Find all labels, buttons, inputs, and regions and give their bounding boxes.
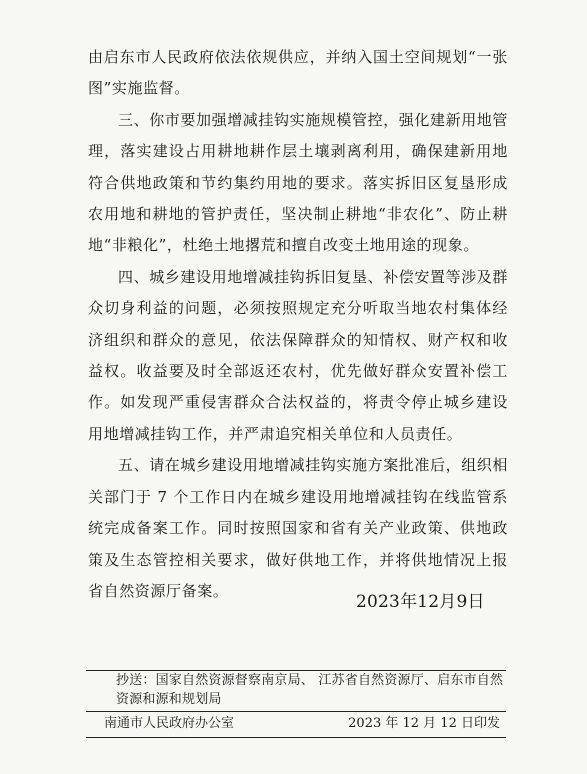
footer: [104, 713, 500, 735]
footer-issuer: 南通市人民政府办公室: [104, 716, 235, 731]
footer-print-date: 2023 年 12 月 12 日印发: [348, 716, 500, 731]
footer-top-rule: [86, 711, 506, 712]
copy-to-recipients: 国家自然资源督察南京局、 江苏省自然资源厅、启东市自然资源和源和规划局: [116, 673, 504, 707]
paragraph-3: 三、你市要加强增减挂钩实施规模管控，强化建新用地管理，落实建设占用耕地耕作层土壤剥离利用，确保建新用地符合供地政策和节约集约用地的要求。落实拆旧区复垦形成农用地和耕地的管护责任，坚决制止耕地“非农化”、防止耕地“非粮化”，杜绝土地撂荒和擅自改变土地用途的现象。: [88, 110, 509, 255]
document-body: [88, 42, 508, 607]
copy-to-block: [88, 671, 508, 709]
paragraph-4: 四、城乡建设用地增减挂钩拆旧复垦、补偿安置等涉及群众切身利益的问题，必须按照规定充分听取当地农村集体经济组织和群众的意见，依法保障群众的知情权、财产权和收益权。收益要及时全部返还农村，优先做好群众安置补偿工作。如发现严重侵害群众合法权益的，将责令停止城乡建设用地增减挂钩工作，并严肃追究相关单位和人员责任。: [88, 267, 509, 443]
footer-bottom-rule: [86, 737, 506, 738]
copy-to-line: [88, 671, 508, 709]
paragraph-continuation: 由启东市人民政府依法依规供应，并纳入国土空间规划“一张图”实施监督。: [88, 48, 508, 98]
signature-date: 2023年12月9日: [356, 592, 485, 612]
copy-to-label: 抄送：: [116, 673, 156, 688]
paragraph-5: 五、请在城乡建设用地增减挂钩实施方案批准后，组织相关部门于 7 个工作日内在城乡建设用地增减挂钩在线监管系统完成备案工作。同时按照国家和省有关产业政策、供地政策及生态管控相关要求，做好供地工作，并将供地情况上报省自然资源厅备案。: [88, 456, 509, 600]
